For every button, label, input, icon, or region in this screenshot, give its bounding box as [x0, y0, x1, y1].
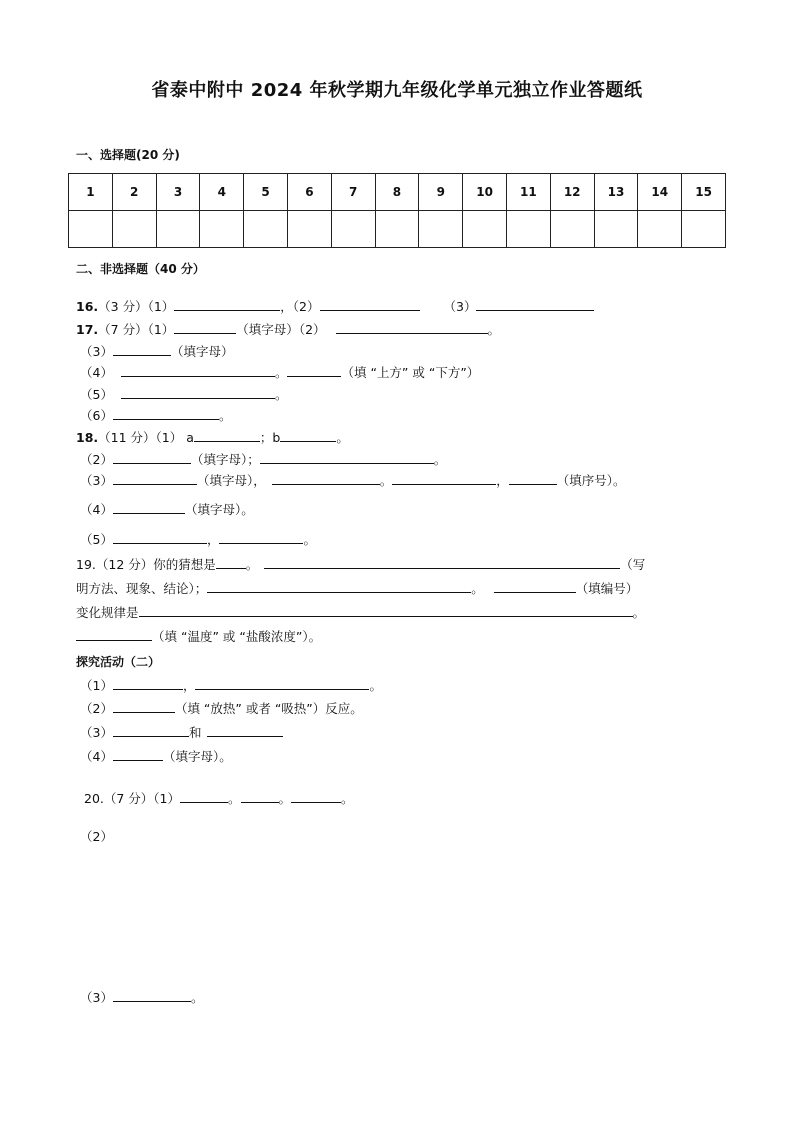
answer-number: 14 — [638, 174, 682, 211]
q17-line3: （3） （填字母） — [80, 344, 234, 359]
answer-number: 7 — [331, 174, 375, 211]
answer-number: 4 — [200, 174, 244, 211]
blank[interactable] — [207, 724, 283, 737]
answer-cell[interactable] — [594, 211, 638, 248]
answer-number: 3 — [156, 174, 200, 211]
answer-number: 6 — [287, 174, 331, 211]
blank[interactable] — [180, 790, 228, 803]
q20-line2: （2） — [80, 829, 113, 844]
blank[interactable] — [113, 677, 183, 690]
answer-cell[interactable] — [244, 211, 288, 248]
blank[interactable] — [320, 298, 420, 311]
blank[interactable] — [241, 790, 279, 803]
blank[interactable] — [280, 429, 336, 442]
q20-line3: （3） 。 — [80, 990, 204, 1005]
blank[interactable] — [476, 298, 594, 311]
q19-s4: （4） （填字母）。 — [80, 749, 232, 764]
q18-line1: 18.（11 分）（1） a ；b 。 — [76, 430, 349, 445]
answer-number: 1 — [69, 174, 113, 211]
blank[interactable] — [113, 724, 189, 737]
answer-cell[interactable] — [419, 211, 463, 248]
answer-cell[interactable] — [112, 211, 156, 248]
blank[interactable] — [207, 580, 471, 593]
q18-line3: （3） （填字母）， 。 ， （填序号）。 — [80, 473, 626, 488]
blank[interactable] — [76, 628, 152, 641]
answer-cell[interactable] — [375, 211, 419, 248]
answer-cell[interactable] — [506, 211, 550, 248]
answer-cell[interactable] — [682, 211, 726, 248]
q16-line: 16.（3 分）（1） ，（2） （3） — [76, 298, 594, 315]
q17-line4: （4） 。 （填 “上方” 或 “下方”） — [80, 365, 480, 380]
q19-line2: 明方法、现象、结论）； 。 （填编号） — [76, 581, 639, 596]
q17-line1: 17.（7 分）（1） （填字母）（2） 。 — [76, 322, 501, 337]
answer-cell[interactable] — [200, 211, 244, 248]
blank[interactable] — [291, 790, 341, 803]
blank[interactable] — [509, 472, 557, 485]
answer-cell[interactable] — [331, 211, 375, 248]
blank[interactable] — [139, 604, 633, 617]
blank[interactable] — [392, 472, 496, 485]
q19-s2: （2） （填 “放热” 或者 “吸热”）反应。 — [80, 701, 363, 716]
blank[interactable] — [494, 580, 576, 593]
answer-number: 15 — [682, 174, 726, 211]
blank[interactable] — [121, 386, 275, 399]
blank[interactable] — [113, 501, 185, 514]
blank[interactable] — [264, 556, 620, 569]
blank[interactable] — [194, 429, 260, 442]
blank[interactable] — [195, 677, 369, 690]
answer-number: 2 — [112, 174, 156, 211]
q20-line1: 20.（7 分）（1） 。 。 。 — [84, 791, 354, 806]
blank[interactable] — [113, 451, 191, 464]
answer-cell[interactable] — [550, 211, 594, 248]
blank[interactable] — [174, 321, 236, 334]
blank[interactable] — [113, 989, 191, 1002]
blank[interactable] — [113, 407, 219, 420]
answer-number: 5 — [244, 174, 288, 211]
answer-cell[interactable] — [638, 211, 682, 248]
answer-table — [68, 173, 726, 248]
answer-number: 12 — [550, 174, 594, 211]
answer-number: 8 — [375, 174, 419, 211]
blank[interactable] — [113, 748, 163, 761]
q19-line4: （填 “温度” 或 “盐酸浓度”）。 — [76, 628, 321, 645]
blank[interactable] — [113, 531, 207, 544]
answer-cell[interactable] — [463, 211, 507, 248]
blank[interactable] — [121, 364, 275, 377]
answer-number-row — [69, 174, 726, 211]
answer-cell[interactable] — [156, 211, 200, 248]
blank[interactable] — [216, 556, 246, 569]
answer-number: 13 — [594, 174, 638, 211]
q18-line2: （2） （填字母）； 。 — [80, 452, 447, 467]
blank[interactable] — [272, 472, 380, 485]
answer-input-row — [69, 211, 726, 248]
blank[interactable] — [174, 298, 280, 311]
answer-number: 11 — [506, 174, 550, 211]
answer-number: 10 — [463, 174, 507, 211]
page-title: 省泰中附中 2024 年秋学期九年级化学单元独立作业答题纸 — [151, 80, 643, 101]
q17-line6: （6） 。 — [80, 408, 232, 423]
blank[interactable] — [113, 343, 171, 356]
blank[interactable] — [113, 472, 197, 485]
answer-number: 9 — [419, 174, 463, 211]
q17-line5: （5） 。 — [80, 387, 288, 402]
blank[interactable] — [113, 700, 175, 713]
section1-heading: 一、选择题(20 分) — [76, 148, 180, 162]
q19-s1: （1） ， 。 — [80, 678, 382, 693]
explore-heading: 探究活动（二） — [76, 655, 161, 669]
q18-line4: （4） （填字母）。 — [80, 502, 254, 517]
q19-s3: （3） 和 — [80, 724, 283, 741]
answer-cell[interactable] — [287, 211, 331, 248]
answer-cell[interactable] — [69, 211, 113, 248]
q19-line1: 19.（12 分）你的猜想是 。 （写 — [76, 557, 646, 572]
q19-line3: 变化规律是 。 — [76, 605, 646, 620]
section2-heading: 二、非选择题（40 分） — [76, 262, 205, 276]
blank[interactable] — [336, 321, 488, 334]
blank[interactable] — [260, 451, 434, 464]
blank[interactable] — [287, 364, 341, 377]
q18-line5: （5） ， 。 — [80, 532, 316, 547]
blank[interactable] — [219, 531, 303, 544]
